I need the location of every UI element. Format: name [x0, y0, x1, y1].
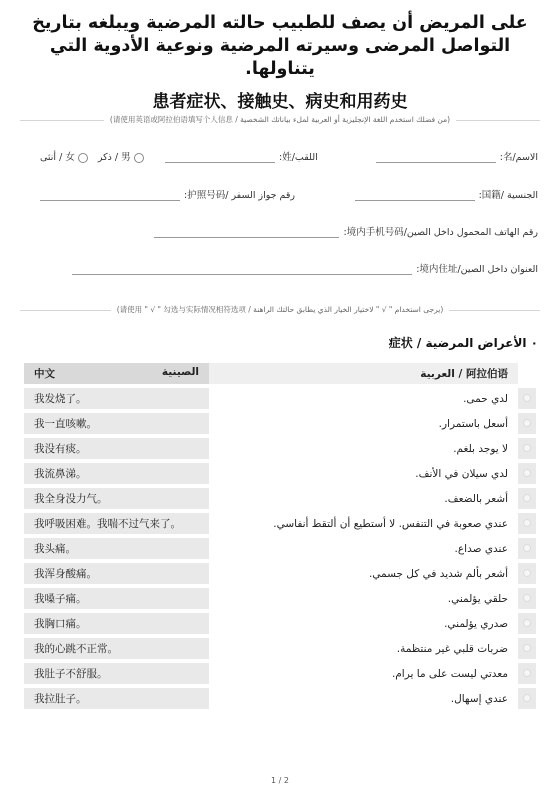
- symptom-arabic: حلقي يؤلمني.: [209, 588, 518, 609]
- gender-female-label: أنثى / 女: [40, 152, 75, 163]
- symptom-row: [24, 513, 536, 534]
- name-label: الاسم/名:: [499, 152, 538, 163]
- symptom-checkbox[interactable]: [518, 488, 536, 509]
- checkbox-icon: [523, 669, 531, 677]
- passport-row: [40, 187, 295, 201]
- symptom-arabic: عندي صعوبة في التنفس. لا أستطيع أن ألتقط أنفاسي.: [209, 513, 518, 534]
- info-note: (من فضلك استخدم اللغة الإنجليزية أو العربية لملء بياناتك الشخصية / 请使用英语或阿拉伯语填写个人信息): [104, 115, 456, 124]
- gender-female-radio[interactable]: [78, 153, 88, 163]
- checkbox-icon: [523, 594, 531, 602]
- form-page: [0, 12, 560, 797]
- symptom-row: [24, 438, 536, 459]
- symptom-row: [24, 588, 536, 609]
- symptom-checkbox[interactable]: [518, 538, 536, 559]
- phone-label: رقم الهاتف المحمول داخل الصين/境内手机号码:: [343, 227, 538, 238]
- symptom-checkbox[interactable]: [518, 513, 536, 534]
- symptom-arabic: أشعر بألم شديد في كل جسمي.: [209, 563, 518, 584]
- nationality-field[interactable]: [355, 188, 475, 201]
- symptom-chinese: 我呼吸困难。我喘不过气来了。: [24, 513, 209, 534]
- symptom-row: [24, 688, 536, 709]
- symptom-chinese: 我头痛。: [24, 538, 209, 559]
- symptom-checkbox[interactable]: [518, 588, 536, 609]
- symptom-checkbox[interactable]: [518, 663, 536, 684]
- symptom-arabic: لا يوجد بلغم.: [209, 438, 518, 459]
- symptom-row: [24, 538, 536, 559]
- name-field[interactable]: [376, 150, 496, 163]
- checkbox-icon: [523, 444, 531, 452]
- symptom-checkbox[interactable]: [518, 413, 536, 434]
- checkbox-icon: [523, 544, 531, 552]
- gender-group: [40, 149, 144, 163]
- surname-row: [165, 149, 318, 163]
- col-header-check: [518, 363, 536, 384]
- phone-row: [154, 224, 538, 238]
- checkbox-icon: [523, 644, 531, 652]
- address-field[interactable]: [72, 262, 412, 275]
- symptom-arabic: لدي حمى.: [209, 388, 518, 409]
- symptom-chinese: 我肚子不舒服。: [24, 663, 209, 684]
- checkbox-icon: [523, 469, 531, 477]
- col-header-chinese-ar: الصينية: [161, 366, 199, 378]
- symptom-arabic: صدري يؤلمني.: [209, 613, 518, 634]
- symptom-chinese: 我流鼻涕。: [24, 463, 209, 484]
- surname-label: اللقب/姓:: [279, 152, 318, 163]
- symptom-row: [24, 563, 536, 584]
- symptom-checkbox[interactable]: [518, 438, 536, 459]
- symptom-checkbox[interactable]: [518, 563, 536, 584]
- name-row: [376, 149, 538, 163]
- symptom-checkbox[interactable]: [518, 388, 536, 409]
- symptom-chinese: 我嗓子痛。: [24, 588, 209, 609]
- symptoms-table: [24, 359, 536, 713]
- checkbox-icon: [523, 694, 531, 702]
- checkbox-icon: [523, 494, 531, 502]
- symptom-checkbox[interactable]: [518, 638, 536, 659]
- symptom-chinese: 我没有痰。: [24, 438, 209, 459]
- symptom-chinese: 我一直咳嗽。: [24, 413, 209, 434]
- symptom-arabic: لدي سيلان في الأنف.: [209, 463, 518, 484]
- instruction-note: (يرجى استخدام " √ " لاختيار الخيار الذي يطابق حالتك الراهنة / 请使用 " √ " 勾选与实际情况相符选项): [111, 305, 450, 314]
- symptoms-section-title: ٠ الأعراض المرضية / 症状: [388, 336, 538, 350]
- symptom-checkbox[interactable]: [518, 463, 536, 484]
- symptom-row: [24, 613, 536, 634]
- title-arabic: على المريض أن يصف للطبيب حالته المرضية ويبلغه بتاريخ التواصل المرضى وسيرته المرضية ونوعية الأدوية التي يتناولها.: [32, 13, 528, 79]
- symptom-arabic: معدتي ليست على ما يرام.: [209, 663, 518, 684]
- symptom-row: [24, 663, 536, 684]
- passport-label: رقم جواز السفر /护照号码:: [184, 190, 295, 201]
- address-row: [72, 261, 538, 275]
- symptom-chinese: 我浑身酸痛。: [24, 563, 209, 584]
- phone-field[interactable]: [154, 225, 339, 238]
- surname-field[interactable]: [165, 150, 275, 163]
- passport-field[interactable]: [40, 188, 180, 201]
- symptom-row: [24, 413, 536, 434]
- title-chinese: 患者症状、接触史、病史和用药史: [152, 92, 408, 112]
- symptom-chinese: 我全身没力气。: [24, 488, 209, 509]
- symptom-checkbox[interactable]: [518, 613, 536, 634]
- gender-male-label: ذكر / 男: [97, 152, 131, 163]
- symptom-chinese: 我的心跳不正常。: [24, 638, 209, 659]
- address-label: العنوان داخل الصين/境内住址:: [416, 264, 538, 275]
- symptom-arabic: عندي صداع.: [209, 538, 518, 559]
- checkbox-icon: [523, 419, 531, 427]
- symptom-chinese: 我发烧了。: [24, 388, 209, 409]
- gender-male-radio[interactable]: [134, 153, 144, 163]
- symptom-chinese: 我拉肚子。: [24, 688, 209, 709]
- symptom-row: [24, 488, 536, 509]
- col-header-arabic: العربية / 阿拉伯语: [209, 363, 518, 384]
- nationality-label: الجنسية /国籍:: [478, 190, 538, 201]
- symptom-row: [24, 388, 536, 409]
- symptom-row: [24, 638, 536, 659]
- nationality-row: [355, 187, 538, 201]
- symptoms-table-header: [24, 363, 536, 384]
- symptom-chinese: 我胸口痛。: [24, 613, 209, 634]
- col-header-chinese: [24, 363, 209, 384]
- symptom-arabic: أسعل باستمرار.: [209, 413, 518, 434]
- symptom-arabic: أشعر بالضعف.: [209, 488, 518, 509]
- symptom-arabic: ضربات قلبي غير منتظمة.: [209, 638, 518, 659]
- symptom-checkbox[interactable]: [518, 688, 536, 709]
- symptom-arabic: عندي إسهال.: [209, 688, 518, 709]
- checkbox-icon: [523, 569, 531, 577]
- checkbox-icon: [523, 394, 531, 402]
- checkbox-icon: [523, 519, 531, 527]
- checkbox-icon: [523, 619, 531, 627]
- symptom-row: [24, 463, 536, 484]
- page-number: 1 / 2: [271, 776, 289, 785]
- col-header-chinese-zh: 中文: [34, 368, 55, 380]
